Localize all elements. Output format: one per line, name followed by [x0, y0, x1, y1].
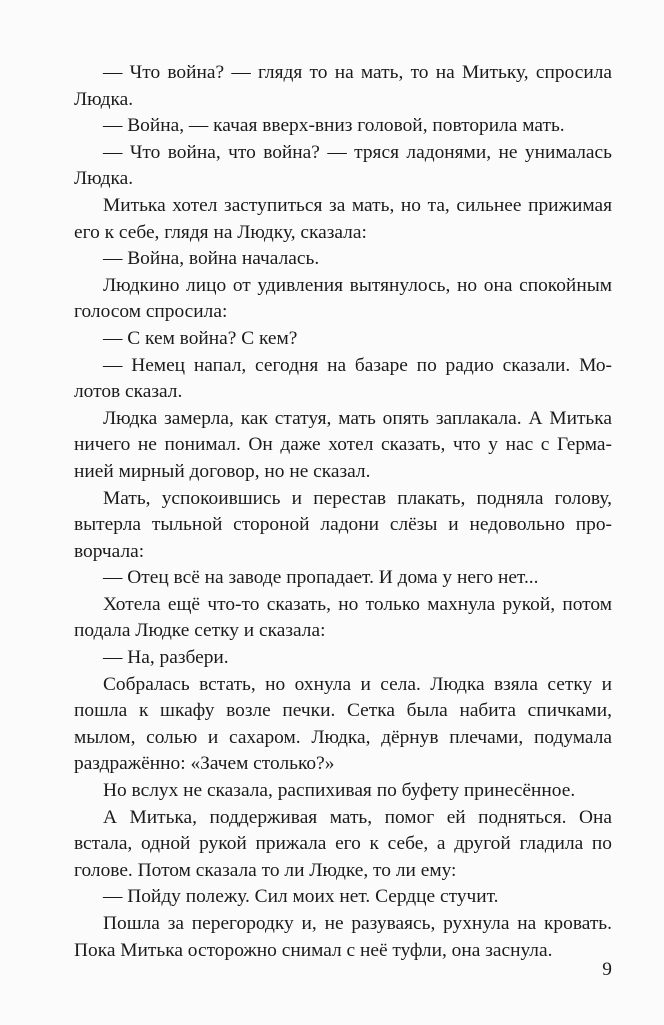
paragraph: — Война, — качая вверх-вниз головой, повторила мать. [103, 115, 565, 137]
paragraph: Митька хотел заступиться за мать, но та, сильнее прижимая его к себе, глядя на Людку, сказала: [74, 194, 612, 243]
paragraph: — Что война, что война? — тряся ладонями, не унималась Людка. [74, 141, 612, 190]
paragraph: — С кем война? С кем? [103, 327, 298, 349]
paragraph: — Немец напал, сегодня на базаре по радио сказали. Молотов сказал. [74, 354, 612, 403]
paragraph: Мать, успокоившись и перестав плакать, подняла голову, вытерла тыльной стороной ладони слёзы и недовольно проворчала: [74, 487, 612, 562]
paragraph: Пошла за перегородку и, не разуваясь, рухнула на кровать. Пока Митька осторожно снимал с неё туфли, она заснула. [74, 913, 612, 961]
page-number: 9 [602, 959, 612, 980]
paragraph: Собралась встать, но охнула и села. Людка взяла сетку и пошла к шкафу возле печки. Сетка была набита спичками, мылом, солью и сахаром. Людка, дёрнув плечами, подумала раздражённо: «Зачем столько?» [74, 673, 612, 775]
paragraph: Хотела ещё что-то сказать, но только махнула рукой, потом подала Людке сетку и сказала: [74, 593, 612, 642]
paragraph: — На, разбери. [103, 647, 229, 669]
paragraph: Людка замерла, как статуя, мать опять заплакала. А Митька ничего не понимал. Он даже хотел сказать, что у нас с Германией мирный договор, но не сказал. [74, 407, 612, 482]
paragraph: А Митька, поддерживая мать, помог ей подняться. Она встала, одной рукой прижала его к себе, а другой гладила по голове. Потом сказала то ли Людке, то ли ему: [74, 806, 612, 881]
paragraph: — Отец всё на заводе пропадает. И дома у него нет... [103, 567, 539, 589]
paragraph: Людкино лицо от удивления вытянулось, но она спокойным голосом спросила: [74, 274, 612, 323]
page-text [74, 60, 612, 964]
paragraph: — Пойду полежу. Сил моих нет. Сердце стучит. [103, 886, 499, 908]
paragraph: Но вслух не сказала, распихивая по буфету принесённое. [103, 780, 576, 802]
paragraph: — Война, война началась. [103, 248, 320, 270]
paragraph: — Что война? — глядя то на мать, то на Митьку, спросила Людка. [74, 62, 612, 110]
